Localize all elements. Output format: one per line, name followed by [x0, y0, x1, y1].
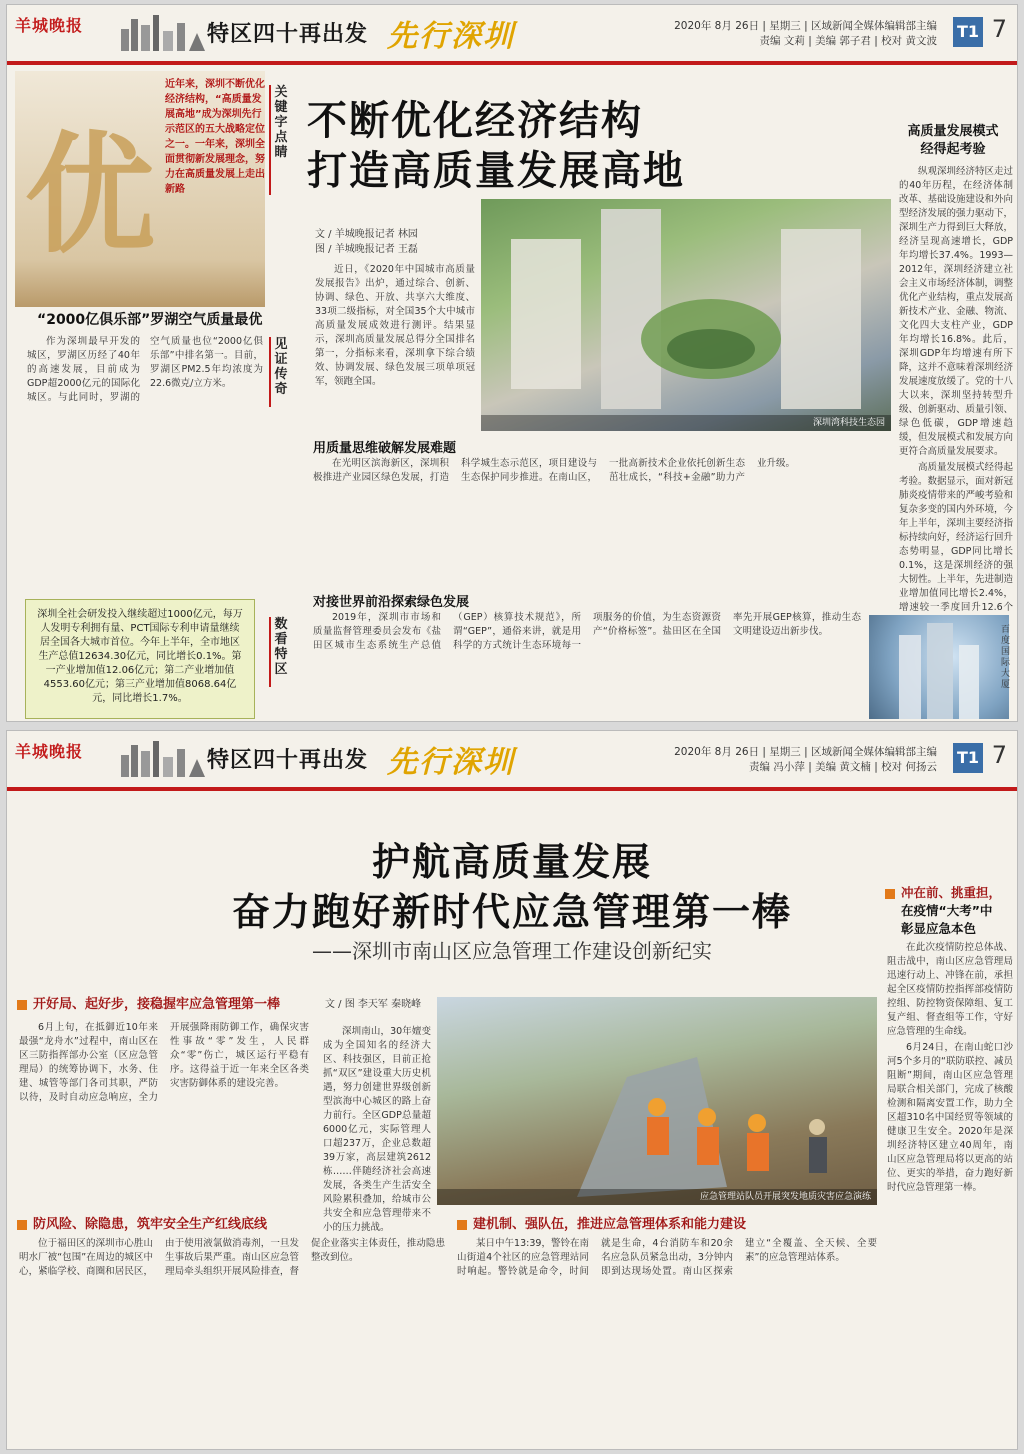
body-2-section-3-text: 某日中午13:39，警铃在南山街道4个社区的应急管理站同时响起。警铃就是命令，时间就是生命，4台消防车和20余名应急队员紧急出动，3分钟内即到达现场处置。南山区探索建立“全覆盖、全天候、全要素”的应急管理站体系。 — [457, 1238, 877, 1277]
keyword-summary: 近年来，深圳不断优化经济结构，“高质量发展高地”成为深圳先行示范区的五大战略定位之一。一年来，深圳全面贯彻新发展理念，努力在高质量发展上走出新路 — [165, 79, 265, 195]
headline-2-line-1: 护航高质量发展 — [371, 840, 652, 884]
page-tag-2: T1 — [953, 743, 983, 773]
aqi-body — [27, 335, 263, 591]
building-illustration — [481, 199, 891, 431]
issue-meta — [674, 19, 937, 49]
page-number-2: 7 — [991, 741, 1007, 769]
section-brush-title: 先行深圳 — [387, 19, 515, 54]
subhead-mechanism — [457, 1213, 746, 1232]
side-2-paragraph-1: 在此次疫情防控总体战、阻击战中，南山区应急管理局迅速行动上、冲锋在前，承担起全区疫情防控指挥部疫情防控组、防控物资保障组、复工复产组、督查组等工作，守好应急管理的生命线。 — [887, 942, 1013, 1037]
section-title-2: 特区四十再出发 — [207, 748, 369, 773]
byline — [315, 227, 418, 257]
subhead-quality: 用质量思维破解发展难题 — [313, 441, 457, 456]
byline-writer: 文 / 羊城晚报记者 林园 — [315, 229, 418, 240]
lead-2-text: 深圳南山，30年嬗变成为全国知名的经济大区、科技强区，目前正抢抓“双区”建设重大历史机遇，努力创建世界级创新型滨海中心城区的路上奋力前行。全区GDP总量超6000亿元，实际管理人口超237万，企业总数超39万家，高层建筑2612栋……伴随经济社会高速发展，各类生产生活安全风险累积叠加，给城市公共安全和应急管理带来不小的压力挑战。 — [323, 1026, 431, 1233]
side-2-paragraph-2: 6月24日，在南山蛇口沙河5个多月的“联防联控、减员阻断”期间，南山区应急管理局联合相关部门，完成了核酸检测和隔离安置工作，助力全区超310名中国经贸等领域的健康卫生安全。2020年是深圳经济特区建立40周年，南山区应急管理局将以更高的站位、更实的举措，奋力跑好新时代应急管理第一棒。 — [887, 1042, 1013, 1193]
side-heading-2-line-2: 在疫情“大考”中 — [901, 903, 993, 918]
subhead-start — [17, 993, 280, 1012]
body-2-section-2-text: 位于福田区的深圳市心胜山明水厂被“包围”在周边的城区中心，紧临学校、商圈和居民区，由于使用液氯做消毒剂，一旦发生事故后果严重。南山区应急管理局牵头组织开展风险排查，督促企业落实主体责任，推动隐患整改到位。 — [19, 1238, 445, 1277]
page-header — [7, 5, 1017, 67]
body-section-1 — [313, 457, 893, 569]
date-line-2: 2020年 8月 26日 | 星期三 | 区域新闻全媒体编辑部主编 — [674, 746, 937, 758]
header-rule-2 — [7, 787, 1017, 791]
rescue-drill-photo — [437, 997, 877, 1205]
rescue-illustration — [437, 997, 877, 1205]
editor-line: 责编 文莉 | 美编 郭子君 | 校对 黄文波 — [759, 35, 937, 47]
page-number: 7 — [991, 15, 1007, 43]
side-heading-2 — [885, 883, 1015, 937]
side-heading-line-2: 经得起考验 — [920, 142, 986, 157]
side-paragraph-2: 高质量发展模式经得起考验。数据显示，面对新冠肺炎疫情带来的严峻考验和复杂多变的国内外环境，今年上半年，深圳主要经济指标持续向好，经济运行回升态势明显，GDP同比增长0.1%，这是深圳经济的强大韧性。上半年，先进制造业增加值同比增长2.4%，增速较一季度回升12.6个 — [899, 462, 1014, 613]
brand-logo: 羊城晚报 — [15, 16, 84, 35]
lead-text: 近日，《2020年中国城市高质量发展报告》出炉，通过综合、创新、协调、绿色、开放、共享六大维度、33项二级指标，对全国35个大中城市高质量发展成效进行测评。结果显示，深圳高质量发展总得分全国排名第一，分指标来看，深圳拿下综合绩效、协调发展、绿色发展三项单项冠军，领跑全国。 — [315, 264, 475, 387]
headline-subtitle: ——深圳市南山区应急管理工作建设创新纪实 — [312, 939, 712, 963]
page-tag: T1 — [953, 17, 983, 47]
side-column-2 — [887, 941, 1013, 1443]
body-2-section-3 — [457, 1237, 877, 1443]
rescue-photo-caption: 应急管理站队员开展突发地质灾害应急演练 — [437, 1189, 877, 1205]
stats-text: 深圳全社会研发投入继续超过1000亿元，每万人发明专利拥有量、PCT国际专利申请量继续居全国各大城市首位。今年上半年，全市地区生产总值12634.30亿元，同比增长0.1%。第一产业增加值12.06亿元；第二产业增加值4553.60亿元；第三产业增加值8068.64亿元，同比增长1.7%。 — [37, 609, 243, 704]
photo-caption: 深圳湾科技生态园 — [481, 415, 891, 431]
headline-2-line-2: 奋力跑好新时代应急管理第一棒 — [231, 890, 792, 934]
body-section-2-text: 2019年，深圳市市场和质量监督管理委员会发布《盐田区城市生态系统生产总值（GEP）核算技术规范》，所谓“GEP”，通俗来讲，就是用科学的方式统计生态环境每一项服务的价值，为生态资源资产“价格标签”。盐田区在全国率先开展GEP核算，推动生态文明建设迈出新步伐。 — [313, 612, 861, 651]
body-2-section-1 — [19, 1021, 309, 1195]
lead-paragraph — [315, 263, 475, 421]
keyword-illustration — [15, 71, 265, 307]
side-heading-2-line-3: 彰显应急本色 — [901, 921, 977, 936]
side-paragraph-1: 纵观深圳经济特区走过的40年历程，在经济体制改革、基础设施建设和外向型经济发展的强力驱动下，深圳生产力得到巨大释放，经济呈现高速增长，GDP年均增长37.4%。1993—2012年，深圳经济建立社会主义市场经济体制，调整优化产业结构，重点发展高新技术产业、金融、物流、文化四大支柱产业，GDP年均增长16.8%。此后，深圳GDP年均增速有所下降，这并不意味着深圳经济发展速度放缓了。党的十八大以来，深圳坚持转型升级、创新驱动、质量引领、绿色低碳，GDP增速趋缓，但发展模式和发展方向更符合高质量发展要求。 — [899, 166, 1014, 457]
issue-meta-2 — [674, 745, 937, 775]
body-section-1-text: 在光明区滨海新区，深圳积极推进产业园区绿色发展，打造科学城生态示范区，项目建设与生态保护同步推进。在南山区，一批高新技术企业依托创新生态茁壮成长，“科技+金融”助力产业升级。 — [313, 458, 796, 483]
tab-witness: 见证传奇 — [269, 337, 291, 407]
tech-park-photo — [481, 199, 891, 431]
section-title: 特区四十再出发 — [207, 22, 369, 47]
skyline-icon — [117, 11, 217, 51]
subhead-risk-text: 防风险、除隐患，筑牢安全生产红线底线 — [33, 1217, 268, 1232]
keyword-character: 优 — [25, 118, 156, 271]
header-rule — [7, 61, 1017, 65]
stats-box — [25, 599, 255, 719]
tab-keywords: 关键字点睛 — [269, 85, 291, 195]
tower-illustration — [869, 615, 1009, 719]
bullet-icon-4 — [885, 889, 895, 899]
byline-photo: 图 / 羊城晚报记者 王磊 — [315, 244, 418, 255]
bullet-icon — [17, 1000, 27, 1010]
date-line: 2020年 8月 26日 | 星期三 | 区域新闻全媒体编辑部主编 — [674, 20, 937, 32]
subhead-mechanism-text: 建机制、强队伍，推进应急管理体系和能力建设 — [473, 1217, 747, 1232]
newspaper-page-1 — [6, 4, 1018, 722]
side-heading-2-line-1 — [885, 883, 1015, 901]
aqi-heading: “2000亿俱乐部”罗湖空气质量最优 — [37, 312, 263, 328]
tab-numbers: 数看特区 — [269, 617, 291, 687]
page-header-2 — [7, 731, 1017, 793]
bullet-icon-3 — [457, 1220, 467, 1230]
side-heading-2-line-1-text: 冲在前、挑重担， — [901, 885, 1002, 900]
headline-line-1: 不断优化经济结构 — [307, 98, 643, 144]
newspaper-page-2 — [6, 730, 1018, 1450]
headline-line-2: 打造高质量发展高地 — [307, 148, 685, 194]
subhead-start-text: 开好局、起好步，接稳握牢应急管理第一棒 — [33, 997, 281, 1012]
tower-photo — [869, 615, 1009, 719]
subhead-risk — [17, 1213, 267, 1232]
side-heading — [895, 123, 1011, 159]
aqi-text: 作为深圳最早开发的城区，罗湖区历经了40年的高速发展，目前成为GDP超2000亿元的国际化城区。与此同时，罗湖的空气质量也位“2000亿俱乐部”中排名第一。目前，罗湖区PM2.5年均浓度为22.6微克/立方米。 — [27, 336, 263, 403]
subhead-green: 对接世界前沿探索绿色发展 — [313, 595, 470, 610]
side-heading-line-1: 高质量发展模式 — [907, 124, 999, 139]
skyline-icon-2 — [117, 737, 217, 777]
editor-line-2: 责编 冯小萍 | 美编 黄文楠 | 校对 何扬云 — [749, 761, 937, 773]
tower-photo-caption: 百度国际大厦 — [1001, 625, 1011, 690]
section-brush-title-2: 先行深圳 — [387, 745, 515, 780]
brand-logo-2: 羊城晚报 — [15, 742, 84, 761]
bullet-icon-2 — [17, 1220, 27, 1230]
side-column — [899, 165, 1014, 613]
body-section-2 — [313, 611, 861, 721]
body-2-section-1-text: 6月上旬，在抵御近10年来最强“龙舟水”过程中，南山区在区三防指挥部办公室（区应急管理局）的统筹协调下，水务、住建、城管等部门各司其职，严防以待，及时自动应急响应，全力开展强降雨防御工作，确保灾害性事故“零”发生，人民群众“零”伤亡，城区运行平稳有序。这得益于近一年来全区各类灾害防御体系的建设完善。 — [19, 1022, 309, 1103]
byline-2: 文 / 图 李天军 秦晓峰 — [325, 999, 422, 1010]
lead-2 — [323, 1025, 431, 1385]
